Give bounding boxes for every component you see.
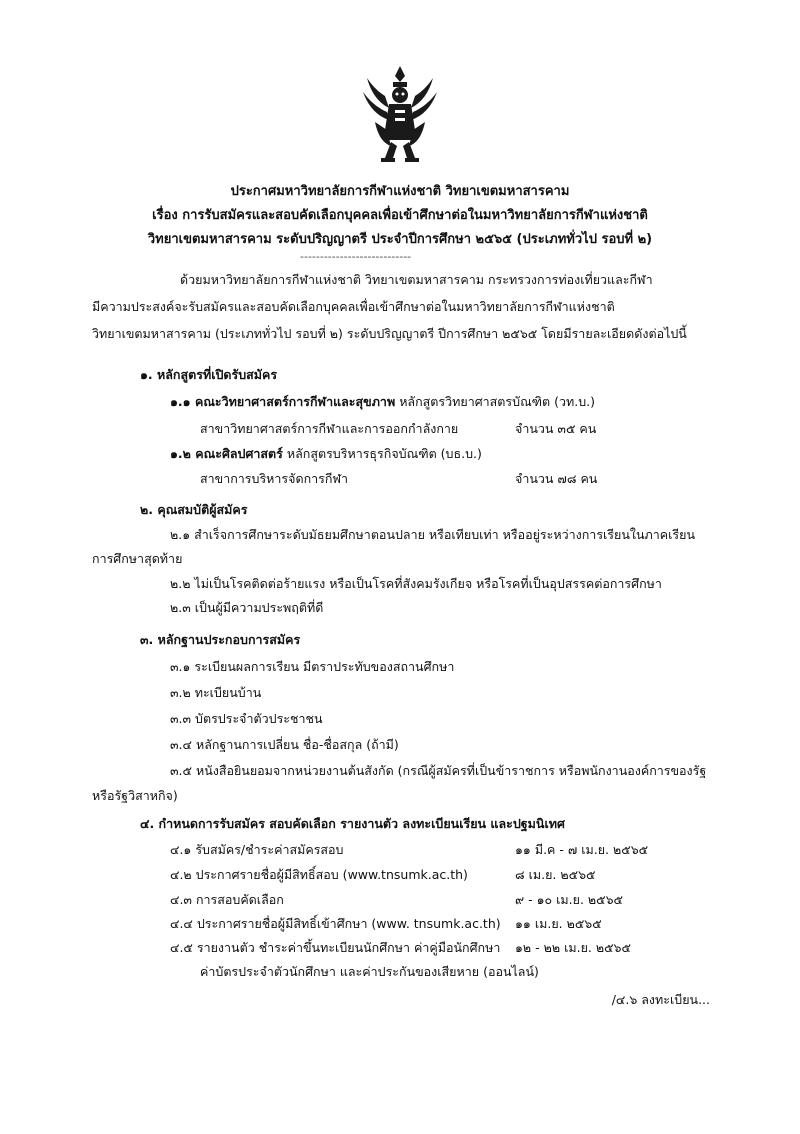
garuda-emblem-icon (355, 62, 445, 172)
doc-1: ๓.๑ ระเบียนผลการเรียน มีตราประทับของสถานศึกษา (170, 659, 455, 674)
qual-1-cont: การศึกษาสุดท้าย (92, 551, 183, 566)
schedule-row-date: ๑๑ เม.ย. ๒๕๖๕ (515, 916, 602, 931)
major-2: สาขาการบริหารจัดการกีฬา (200, 471, 349, 486)
continuation-footer: /๔.๖ ลงทะเบียน... (611, 992, 710, 1007)
major-1-count: จำนวน ๓๕ คน (515, 421, 597, 436)
intro-line-3: วิทยาเขตมหาสารคาม (ประเภททั่วไป รอบที่ ๒) ระดับปริญญาตรี ปีการศึกษา ๒๕๖๕ โดยมีรายละเอียดดังต่อไปนี้ (92, 326, 687, 341)
doc-5-cont: หรือรัฐวิสาหกิจ) (92, 788, 178, 803)
announcement-subject-cont: วิทยาเขตมหาสารคาม ระดับปริญญาตรี ประจำปีการศึกษา ๒๕๖๕ (ประเภททั่วไป รอบที่ ๒) (147, 232, 653, 247)
faculty-1-program: หลักสูตรวิทยาศาสตรบัณฑิต (วท.บ.) (399, 394, 596, 409)
schedule-row-label: ๔.๒ ประกาศรายชื่อผู้มีสิทธิ์สอบ (www.tnsumk.ac.th) (170, 867, 468, 882)
faculty-2-name: ๑.๒ คณะศิลปศาสตร์ (170, 446, 283, 461)
section-3-title: ๓. หลักฐานประกอบการสมัคร (140, 632, 301, 647)
doc-2: ๓.๒ ทะเบียนบ้าน (170, 685, 262, 700)
qual-3: ๒.๓ เป็นผู้มีความประพฤติที่ดี (170, 600, 324, 615)
separator-rule: ---------------------------- (300, 250, 412, 263)
schedule-row-label: ๔.๓ การสอบคัดเลือก (170, 892, 284, 907)
qual-2: ๒.๒ ไม่เป็นโรคติดต่อร้ายแรง หรือเป็นโรคที่สังคมรังเกียจ หรือโรคที่เป็นอุปสรรคต่อการศึกษา (170, 576, 662, 591)
schedule-row-date: ๑๒ - ๒๒ เม.ย. ๒๕๖๕ (515, 940, 631, 955)
section-2-title: ๒. คุณสมบัติผู้สมัคร (140, 502, 248, 517)
faculty-1-name: ๑.๑ คณะวิทยาศาสตร์การกีฬาและสุขภาพ (170, 394, 396, 409)
major-1: สาขาวิทยาศาสตร์การกีฬาและการออกกำลังกาย (200, 421, 459, 436)
doc-4: ๓.๔ หลักฐานการเปลี่ยน ชื่อ-ชื่อสกุล (ถ้ามี) (170, 737, 399, 752)
faculty-2-program: หลักสูตรบริหารธุรกิจบัณฑิต (บธ.บ.) (286, 446, 482, 461)
faculty-1 (170, 392, 595, 412)
schedule-row-date: ๙ - ๑๐ เม.ย. ๒๕๖๕ (515, 892, 624, 907)
intro-line-1: ด้วยมหาวิทยาลัยการกีฬาแห่งชาติ วิทยาเขตมหาสารคาม กระทรวงการท่องเที่ยวและกีฬา (180, 272, 653, 287)
major-2-count: จำนวน ๗๘ คน (515, 471, 598, 486)
qual-1: ๒.๑ สำเร็จการศึกษาระดับมัธยมศึกษาตอนปลาย หรือเทียบเท่า หรืออยู่ระหว่างการเรียนในภาคเรียน (170, 527, 696, 542)
schedule-row-cont: ค่าบัตรประจำตัวนักศึกษา และค่าประกันของเสียหาย (ออนไลน์) (200, 964, 539, 979)
schedule-row-label: ๔.๔ ประกาศรายชื่อผู้มีสิทธิ์เข้าศึกษา (www. tnsumk.ac.th) (170, 916, 501, 931)
announcement-subject: เรื่อง การรับสมัครและสอบคัดเลือกบุคคลเพื่อเข้าศึกษาต่อในมหาวิทยาลัยการกีฬาแห่งชาติ (152, 208, 648, 223)
intro-line-2: มีความประสงค์จะรับสมัครและสอบคัดเลือกบุคคลเพื่อเข้าศึกษาต่อในมหาวิทยาลัยการกีฬาแห่งชาติ (92, 299, 615, 314)
doc-5: ๓.๕ หนังสือยินยอมจากหน่วยงานต้นสังกัด (กรณีผู้สมัครที่เป็นข้าราชการ หรือพนักงานองค์การของรัฐ (170, 763, 707, 778)
announcement-title: ประกาศมหาวิทยาลัยการกีฬาแห่งชาติ วิทยาเขตมหาสารคาม (230, 184, 570, 199)
section-1-title: ๑. หลักสูตรที่เปิดรับสมัคร (140, 367, 278, 382)
schedule-row-label: ๔.๑ รับสมัคร/ชำระค่าสมัครสอบ (170, 842, 344, 857)
schedule-row-label: ๔.๕ รายงานตัว ชำระค่าขึ้นทะเบียนนักศึกษา ค่าคู่มือนักศึกษา (170, 940, 501, 955)
schedule-row-date: ๑๑ มี.ค - ๗ เม.ย. ๒๕๖๕ (515, 842, 649, 857)
faculty-2 (170, 444, 482, 464)
schedule-row-date: ๘ เม.ย. ๒๕๖๕ (515, 867, 596, 882)
doc-3: ๓.๓ บัตรประจำตัวประชาชน (170, 711, 323, 726)
section-4-title: ๔. กำหนดการรับสมัคร สอบคัดเลือก รายงานตัว ลงทะเบียนเรียน และปฐมนิเทศ (140, 816, 565, 831)
